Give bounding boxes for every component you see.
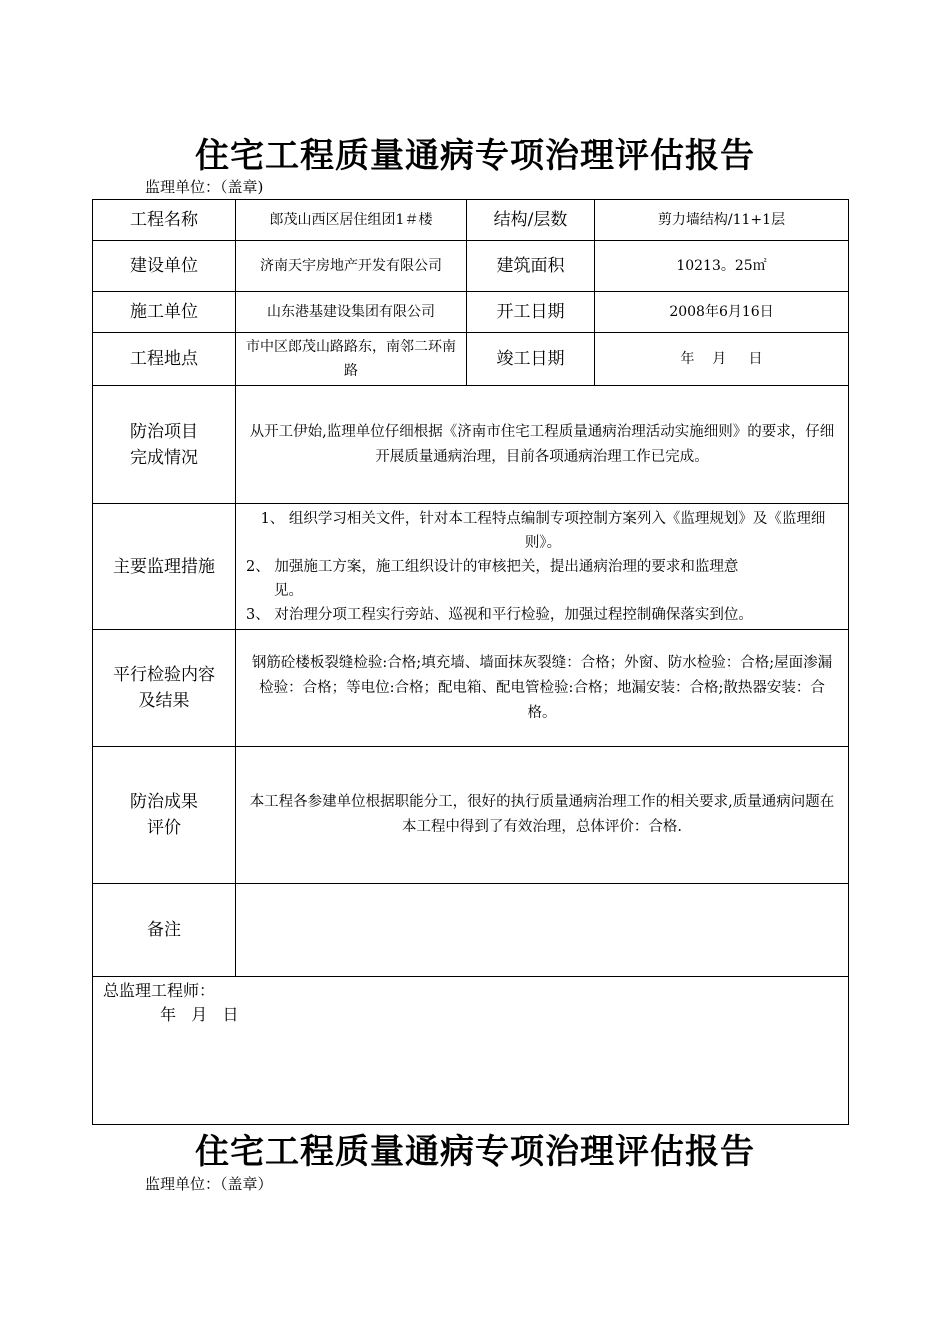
remarks-label: 备注	[93, 884, 236, 977]
table-row	[93, 504, 849, 630]
developer-label: 建设单位	[93, 241, 236, 292]
result-text: 本工程各参建单位根据职能分工，很好的执行质量通病治理工作的相关要求,质量通病问题在本工程中得到了有效治理，总体评价：合格.	[236, 747, 849, 884]
table-row	[93, 241, 849, 292]
location-label: 工程地点	[93, 333, 236, 386]
finish-date-value: 年 月 日	[595, 333, 849, 386]
measure-item-3: 3、 对治理分项工程实行旁站、巡视和平行检验，加强过程控制确保落实到位。	[246, 606, 753, 623]
area-value: 10213。25㎡	[595, 241, 849, 292]
supervisor-seal-label: 监理单位：（盖章)	[145, 178, 264, 196]
measures-label: 主要监理措施	[93, 504, 236, 630]
inspection-text: 钢筋砼楼板裂缝检验:合格;填充墙、墙面抹灰裂缝：合格；外窗、防水检验：合格;屋面渗漏检验：合格；等电位:合格；配电箱、配电管检验:合格；地漏安装：合格;散热器安装：合格。	[236, 630, 849, 747]
table-row	[93, 747, 849, 884]
project-name-label: 工程名称	[93, 200, 236, 241]
inspection-label-line1: 平行检验内容	[113, 665, 215, 685]
structure-value: 剪力墙结构/11+1层	[595, 200, 849, 241]
structure-label: 结构/层数	[467, 200, 595, 241]
completion-label-line2: 完成情况	[130, 447, 198, 468]
table-row	[93, 884, 849, 977]
start-date-label: 开工日期	[467, 292, 595, 333]
table-row	[93, 292, 849, 333]
completion-label	[93, 386, 236, 504]
report-title-2: 住宅工程质量通病专项治理评估报告	[195, 1132, 755, 1172]
chief-engineer-label: 总监理工程师：	[103, 981, 216, 1000]
inspection-label-line2: 及结果	[138, 691, 190, 711]
report-title: 住宅工程质量通病专项治理评估报告	[195, 136, 755, 176]
completion-text: 从开工伊始,监理单位仔细根据《济南市住宅工程质量通病治理活动实施细则》的要求，仔细开展质量通病治理，目前各项通病治理工作已完成。	[236, 386, 849, 504]
start-date-value: 2008年6月16日	[595, 292, 849, 333]
result-label-line1: 防治成果	[130, 792, 198, 812]
table-row	[93, 333, 849, 386]
location-value: 市中区郎茂山路路东，南邻二环南路	[236, 333, 467, 386]
project-name-value: 郎茂山西区居住组团1＃楼	[236, 200, 467, 241]
table-row	[93, 386, 849, 504]
area-label: 建筑面积	[467, 241, 595, 292]
measure-item-1: 1、 组织学习相关文件，针对本工程特点编制专项控制方案列入《监理规划》及《监理细则》。	[260, 510, 826, 551]
signature-date: 年 月 日	[160, 1005, 239, 1024]
completion-label-line1: 防治项目	[130, 421, 198, 442]
table-row	[93, 630, 849, 747]
result-label-line2: 评价	[147, 818, 181, 838]
developer-value: 济南天宇房地产开发有限公司	[236, 241, 467, 292]
result-label	[93, 747, 236, 884]
inspection-label	[93, 630, 236, 747]
contractor-value: 山东港基建设集团有限公司	[236, 292, 467, 333]
contractor-label: 施工单位	[93, 292, 236, 333]
table-row	[93, 977, 849, 1125]
measure-item-2: 2、 加强施工方案，施工组织设计的审核把关，提出通病治理的要求和监理意	[246, 558, 739, 575]
supervisor-seal-label-2: 监理单位：（盖章）	[145, 1175, 273, 1193]
measures-text	[236, 504, 849, 630]
signature-block	[93, 977, 849, 1125]
table-row	[93, 200, 849, 241]
report-table	[92, 199, 849, 1125]
remarks-value	[236, 884, 849, 977]
measure-item-2-cont: 见。	[274, 582, 303, 599]
finish-date-label: 竣工日期	[467, 333, 595, 386]
